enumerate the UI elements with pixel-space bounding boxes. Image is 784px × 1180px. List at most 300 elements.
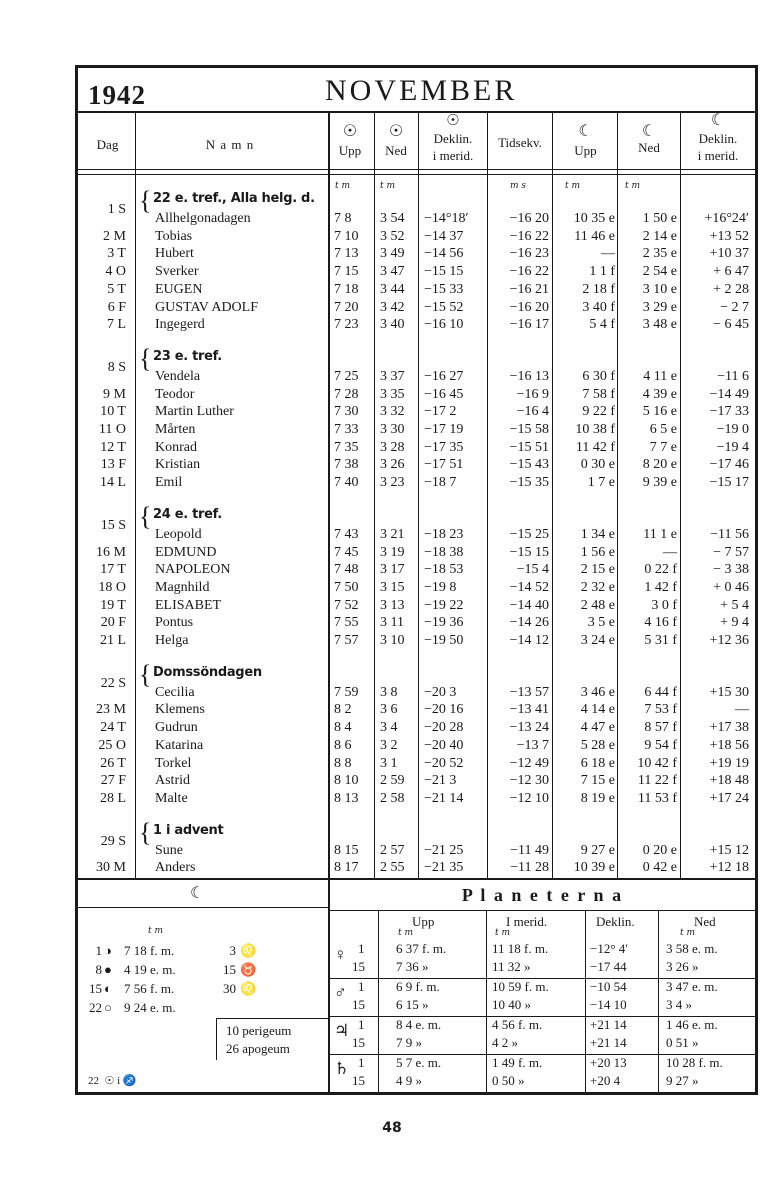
name-day: Allhelgonadagen [155,211,251,226]
day-label: 20 F [100,615,126,631]
moon-set: 0 20 e [642,842,677,858]
sun-rise: 7 59 [334,684,359,700]
col-rule [135,113,136,878]
sun-rise: 7 28 [334,386,359,402]
sun-declination: −21 3 [424,773,457,789]
sun-declination: −17 35 [424,439,464,455]
sun-rise: 7 13 [334,246,359,262]
moon-set: 10 42 f [637,755,677,771]
sun-set: 3 54 [380,211,405,226]
zodiac-icon: ♉ [240,962,257,977]
moon-rise: 0 30 e [580,457,615,473]
sun-rise: 7 48 [334,562,359,578]
moon-declination: — [735,702,749,718]
time-equation: −13 57 [509,684,549,700]
planet-rise: 6 15 » [396,997,429,1012]
sun-rise: 7 15 [334,264,359,280]
day-label: 23 M [96,702,126,718]
name-day: Konrad [155,439,197,455]
moon-phase-icon: ○ [104,1000,112,1015]
phase-day: 15 [89,981,102,996]
sun-declination: −17 51 [424,457,464,473]
col-moon-deklin: Deklin. [698,131,738,146]
sun-declination: −16 45 [424,386,464,402]
moon-phase-icon: ◐ [104,981,112,996]
planet-rise: 8 4 e. m. [396,1017,442,1032]
time-equation: −16 20 [509,299,549,315]
sun-declination: −20 3 [424,684,457,700]
planet-date: 1 [358,941,365,956]
sun-declination: −18 7 [424,475,457,491]
moon-rise: 1 1 f [589,264,615,280]
day-label: 6 F [107,299,126,315]
planet-set: 3 47 e. m. [666,979,718,994]
name-day: Katarina [155,737,204,753]
moon-rise: — [601,246,615,262]
planet-col-deklin: Deklin. [596,914,635,929]
moon-set: 11 53 f [637,790,677,806]
sun-rise: 8 13 [334,790,359,806]
day-label: 8 S [107,359,126,375]
moon-set: 3 10 e [642,281,677,297]
moon-declination: +18 48 [709,773,749,789]
day-label: 4 O [105,264,126,280]
sun-rise: 7 40 [334,475,359,491]
phase-day: 8 [95,962,102,977]
planet-set: 9 27 » [666,1073,699,1088]
col-namn: N a m n [205,137,255,152]
name-day: Torkel [155,755,192,771]
zodiac-icon: ♌ [240,943,257,958]
day-label: 24 T [100,720,126,736]
day-label: 7 L [106,317,126,333]
planet-rise: 7 36 » [396,959,429,974]
moon-declination: +19 19 [709,755,749,771]
phase-time: 4 19 e. m. [124,962,176,977]
day-label: 21 L [99,633,126,648]
time-equation: −15 51 [509,439,549,455]
moon-rise: 10 35 e [573,211,615,226]
planet-declination: +20 4 [590,1073,621,1088]
day-label: 30 M [96,860,126,876]
name-day: GUSTAV ADOLF [155,299,258,315]
sun-rise: 8 2 [334,702,352,718]
moon-declination: +15 30 [709,684,749,700]
sun-set: 3 8 [380,684,398,700]
sun-set: 3 42 [380,299,405,315]
day-label: 16 M [96,544,126,560]
time-equation: −16 22 [509,264,549,280]
day-label: 25 O [98,737,126,753]
moon-icon: ☾ [190,885,205,902]
name-day: Sune [155,842,183,858]
day-label: 27 F [100,773,126,789]
name-day: Astrid [155,773,190,789]
sun-declination: −16 10 [424,317,464,333]
moon-rise: 8 19 e [580,790,615,806]
time-equation: −16 13 [509,368,549,384]
time-equation: −13 7 [516,737,549,753]
moon-rise: 9 27 e [580,842,615,858]
sun-rise: 7 45 [334,544,359,560]
moon-rise: 10 39 e [573,860,615,876]
moon-rise: 5 4 f [589,317,615,333]
sub-tm: t m [398,928,414,938]
planet-set: 0 51 » [666,1035,699,1050]
name-day: Kristian [155,457,201,473]
planet-meridian: 0 50 » [492,1073,525,1088]
name-day: Magnhild [155,579,210,595]
moon-declination: − 3 38 [713,562,749,578]
col-sun-upp: Upp [338,143,362,158]
sun-set: 3 10 [380,633,405,648]
col-rule [328,113,330,878]
sun-rise: 7 8 [334,211,352,226]
zodiac-icon: ♌ [240,981,257,996]
sun-set: 3 19 [380,544,405,560]
planet-date: 1 [358,1055,365,1070]
moon-rise: 1 56 e [580,544,615,560]
moon-declination: + 2 28 [713,281,749,297]
sun-set: 3 28 [380,439,405,455]
event-perigeum: 10 perigeum [226,1023,292,1038]
sun-rise: 7 20 [334,299,359,315]
moon-set: 2 54 e [642,264,677,280]
sun-rise: 8 6 [334,737,352,753]
day-label: 11 O [98,422,126,437]
section-rule [78,878,755,880]
moon-set: — [663,544,677,560]
sun-set: 3 49 [380,246,405,262]
name-day: Teodor [155,386,195,402]
time-equation: −11 28 [510,860,549,876]
planet-date: 15 [352,997,365,1012]
day-label: 28 L [99,790,126,806]
day-label: 5 T [107,281,126,297]
moon-rise: 1 34 e [580,526,615,542]
sun-set: 3 26 [380,457,405,473]
moon-set: 11 22 f [637,773,677,789]
col-tidsekv: Tidsekv. [498,135,542,150]
sun-set: 3 23 [380,475,405,491]
moon-set: 6 44 f [644,684,677,700]
brace: { [139,659,152,689]
phase-day: 1 [95,943,102,958]
events-rule-h [216,1018,328,1019]
sun-rise: 7 18 [334,281,359,297]
moon-declination: −14 49 [709,386,749,402]
planet-icon: ♄ [334,1059,350,1078]
sun-declination: −14 37 [424,228,464,244]
sun-set: 3 6 [380,702,398,718]
sunday-title: 22 e. tref., Alla helg. d. [153,191,315,206]
name-day: Gudrun [155,720,198,736]
moon-declination: +17 38 [709,720,749,736]
moon-set: 3 29 e [642,299,677,315]
time-equation: −14 26 [509,615,549,631]
sun-set: 3 2 [380,737,398,753]
sun-rise: 8 15 [334,842,359,858]
sun-declination: −18 23 [424,526,464,542]
time-equation: −16 9 [516,386,549,402]
moon-set: 2 14 e [642,228,677,244]
page-number: 48 [382,1120,402,1136]
header-rule [78,111,755,113]
section-divider [328,880,330,1092]
phase-time: 7 56 f. m. [124,981,175,996]
moon-declination: −17 46 [709,457,749,473]
moon-declination: −11 6 [717,368,749,384]
planet-rule [585,910,586,1092]
moon-rise: 2 18 f [582,281,615,297]
planet-date: 1 [358,1017,365,1032]
sun-declination: −15 33 [424,281,464,297]
year-title: 1942 [88,80,146,110]
time-equation: −13 41 [509,702,549,718]
moon-declination: −15 17 [709,475,749,491]
sun-declination: −20 16 [424,702,464,718]
day-label: 10 T [100,404,126,420]
sun-declination: −20 40 [424,737,464,753]
planet-date: 15 [352,1035,365,1050]
time-equation: −16 17 [509,317,549,333]
sun-set: 3 40 [380,317,405,333]
sun-set: 3 35 [380,386,405,402]
name-day: Malte [155,790,188,806]
sun-declination: −21 35 [424,860,464,876]
planet-set: 3 4 » [666,997,692,1012]
planet-rise: 6 9 f. m. [396,979,440,994]
moon-declination: +16°24′ [704,211,749,226]
col-dag: Dag [96,137,119,152]
moon-set: 0 22 f [644,562,677,578]
time-equation: −14 40 [509,597,549,613]
time-equation: −12 30 [509,773,549,789]
name-day: EDMUND [155,544,217,560]
moon-set: 3 0 f [651,597,677,613]
day-label: 29 S [100,833,126,849]
planet-icon: ♂ [334,983,347,1002]
sun-rise: 7 35 [334,439,359,455]
planet-set: 3 58 e. m. [666,941,718,956]
moon-set: 7 7 e [649,439,677,455]
name-day: Pontus [155,615,194,631]
moon-declination: +12 36 [709,633,749,648]
sun-set: 3 44 [380,281,405,297]
moon-rise: 4 47 e [580,720,615,736]
sun-declination: −15 15 [424,264,464,280]
col-rule [418,113,419,878]
moon-declination: −19 4 [716,439,749,455]
brace: { [139,186,152,215]
sun-rise: 7 23 [334,317,359,333]
moon-set: 0 42 e [642,860,677,876]
time-equation: −12 49 [509,755,549,771]
col-sun-deklin: Deklin. [433,131,473,146]
phase-time: 9 24 e. m. [124,1000,176,1015]
sun-set: 2 59 [380,773,405,789]
day-label: 14 L [99,475,126,491]
col-moon-upp: Upp [574,143,597,158]
moon-set: 9 54 f [644,737,677,753]
planet-set: 3 26 » [666,959,699,974]
moon-declination: + 0 46 [713,579,749,595]
day-label: 12 T [100,439,126,455]
zodiac-day: 3 [229,943,236,958]
moon-set: 5 31 f [644,633,677,648]
name-day: Klemens [155,702,205,718]
sun-declination: −15 52 [424,299,464,315]
name-day: Hubert [155,246,194,262]
name-day: Martin Luther [155,404,234,420]
zodiac-day: 15 [223,962,236,977]
planet-declination: +21 14 [590,1035,627,1050]
moon-icon: ☾ [578,123,593,140]
name-day: Sverker [155,264,199,280]
sun-set: 3 11 [380,615,404,631]
moon-rise: 10 38 f [575,422,615,437]
sun-set: 3 4 [380,720,398,736]
moon-rise: 3 40 f [582,299,615,315]
sun-set: 2 57 [380,842,405,858]
moon-set: 4 11 e [643,368,677,384]
planet-declination: +21 14 [590,1017,627,1032]
day-label: 2 M [103,228,126,244]
planet-meridian: 4 2 » [492,1035,518,1050]
sun-icon: ☉ [388,123,404,140]
sun-declination: −20 28 [424,720,464,736]
moon-declination: +10 37 [709,246,749,262]
sun-rise: 7 52 [334,597,359,613]
moon-set: 8 20 e [642,457,677,473]
moon-declination: −11 56 [710,526,749,542]
sun-set: 3 47 [380,264,405,280]
planet-col-upp: Upp [412,914,435,929]
sub-tm: t m [680,928,696,938]
moon-set: 7 53 f [644,702,677,718]
planet-rule [378,910,379,1092]
sun-set: 3 32 [380,404,405,420]
name-day: ELISABET [155,597,222,613]
name-day: Mårten [155,422,196,437]
time-equation: −16 23 [509,246,549,262]
sun-set: 3 17 [380,562,405,578]
day-label: 22 S [100,675,126,691]
sunday-title: Domssöndagen [153,664,262,680]
sun-icon: ☉ [446,113,460,129]
time-equation: −15 35 [509,475,549,491]
phase-time: 7 18 f. m. [124,943,175,958]
col-rule [374,113,375,878]
moon-declination: + 5 4 [720,597,749,613]
planet-declination: −10 54 [590,979,627,994]
zodiac-day: 30 [223,981,236,996]
time-equation: −16 4 [516,404,549,420]
moon-rise: 6 30 f [582,368,615,384]
planet-col-ned: Ned [694,914,716,929]
planet-meridian: 11 32 » [492,959,531,974]
sun-rise: 7 55 [334,615,359,631]
sun-declination: −18 38 [424,544,464,560]
sun-declination: −21 25 [424,842,464,858]
moon-phase-icon: ● [104,962,112,977]
sunday-title: 24 e. tref. [153,506,222,522]
sun-declination: −20 52 [424,755,464,771]
sun-declination: −17 2 [424,404,457,420]
time-equation: −15 4 [516,562,549,578]
moon-icon: ☾ [641,123,657,140]
planet-declination: −17 44 [590,959,627,974]
sun-rise: 7 57 [334,633,359,648]
time-equation: −13 24 [509,720,549,736]
sun-set: 3 15 [380,579,405,595]
time-equation: −16 20 [509,211,549,226]
sunday-title: 1 i advent [153,822,224,838]
day-label: 18 O [98,579,126,595]
name-day: Leopold [155,526,202,542]
planet-rule [658,910,659,1092]
moon-declination: +12 18 [709,860,749,876]
moon-declination: − 7 57 [713,544,749,560]
sun-declination: −19 50 [424,633,464,648]
sun-set: 3 13 [380,597,405,613]
name-day: Cecilia [155,684,195,700]
day-label: 15 S [100,517,126,533]
moon-set: 3 48 e [642,317,677,333]
sunday-title: 23 e. tref. [153,348,222,364]
sub-ms: m s [510,181,527,191]
moon-declination: −19 0 [716,422,749,437]
sub-tm: t m [148,926,164,936]
name-day: Tobias [155,228,193,244]
moon-set: 5 16 e [642,404,677,420]
planet-rise: 6 37 f. m. [396,941,447,956]
moon-declination: − 6 45 [713,317,749,333]
sun-rise: 7 10 [334,228,359,244]
day-label: 9 M [103,386,126,402]
sun-rise: 8 17 [334,860,359,876]
sun-declination: −21 14 [424,790,464,806]
moon-declination: +17 24 [709,790,749,806]
sub-tm: t m [495,928,511,938]
phase-day: 22 [89,1000,102,1015]
day-label: 19 T [100,597,126,613]
planet-rule [486,910,487,1092]
moon-phase-icon: ◑ [104,943,112,958]
time-equation: −15 25 [509,526,549,542]
time-equation: −15 58 [509,422,549,437]
moon-declination: + 6 47 [713,264,749,280]
moon-set: 11 1 e [643,526,677,542]
sub-tm: t m [335,181,351,191]
day-label: 3 T [107,246,126,262]
events-rule-v [216,1018,217,1060]
moon-rise: 11 42 f [575,439,615,455]
moon-rise: 7 15 e [580,773,615,789]
sun-rise: 8 10 [334,773,359,789]
col-moon-merid: i merid. [697,148,739,163]
sun-set: 3 52 [380,228,405,244]
moon-declination: +15 12 [709,842,749,858]
moon-declination: +18 56 [709,737,749,753]
sun-set: 2 55 [380,860,405,876]
planet-meridian: 1 49 f. m. [492,1055,543,1070]
moon-declination: −17 33 [709,404,749,420]
sun-set: 3 30 [380,422,405,437]
planet-rise: 5 7 e. m. [396,1055,442,1070]
sun-rise: 7 38 [334,457,359,473]
header-rule-bottom [78,169,755,170]
